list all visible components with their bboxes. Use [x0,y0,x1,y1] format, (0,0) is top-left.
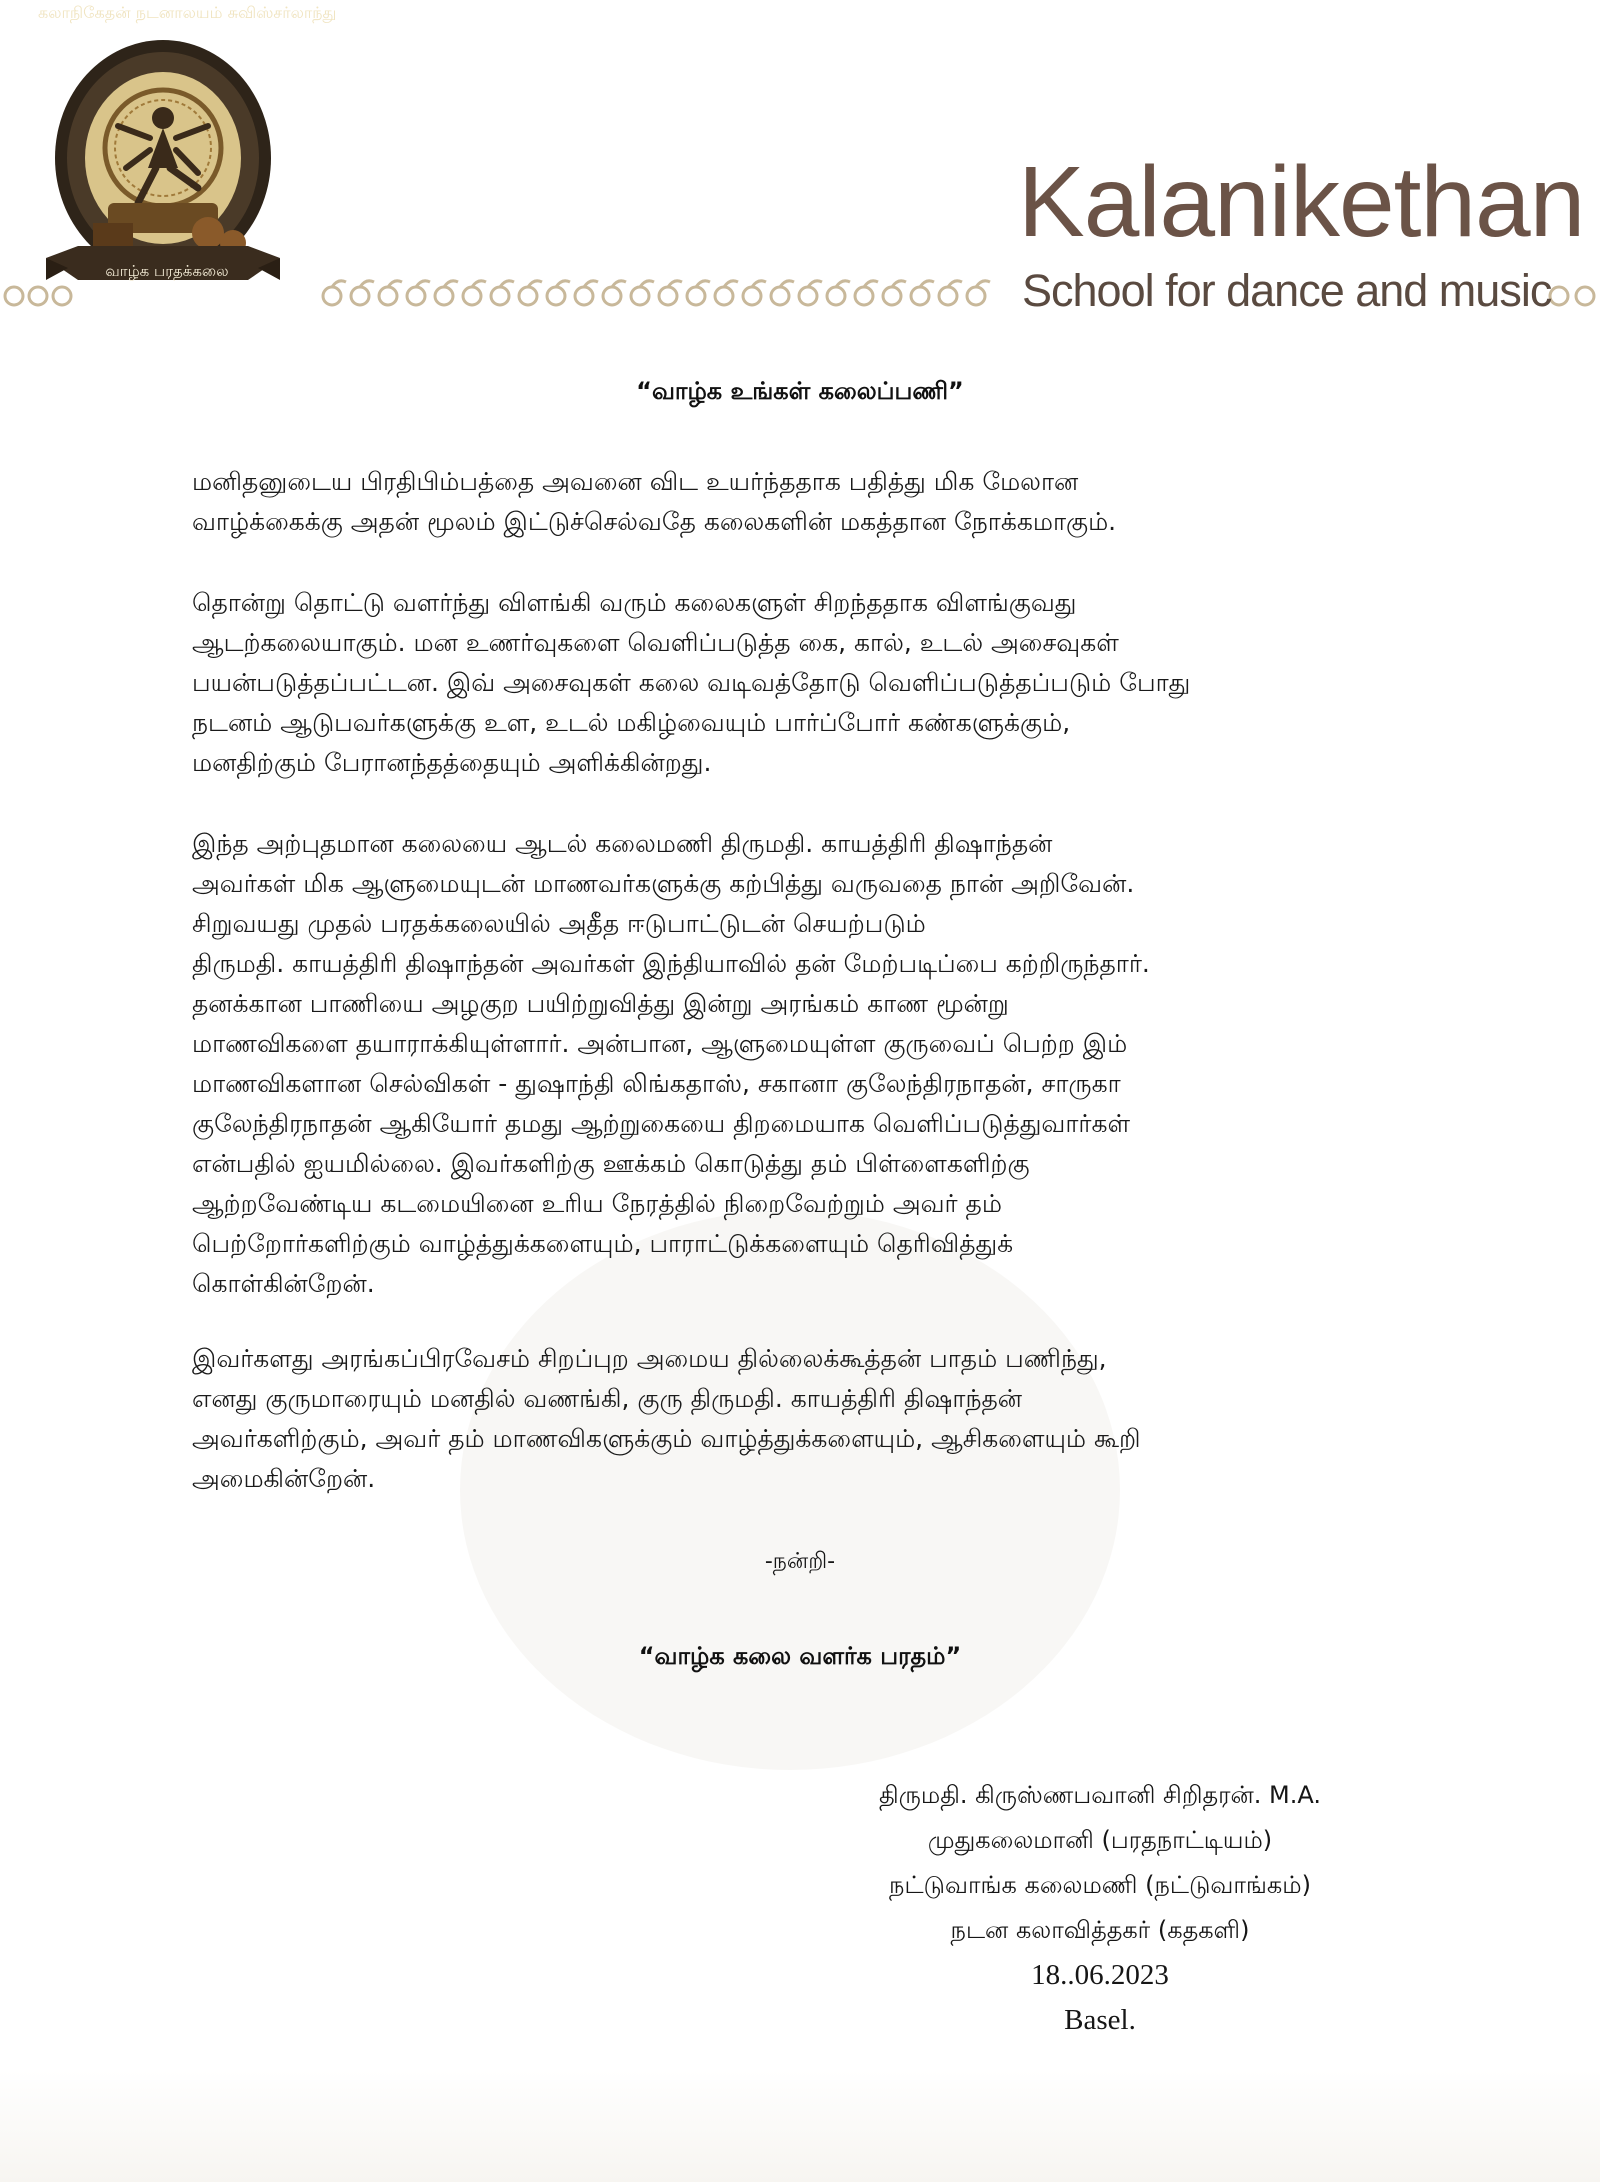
text-line: மாணவிகளான செல்விகள் - துஷாந்தி லிங்கதாஸ், சகானா குலேந்திரநாதன், சாருகா [192,1069,1121,1098]
ornament-middle [318,270,1008,314]
svg-text:கலாநிகேதன் நடனாலயம் சுவிஸ்சர்ல: கலாநிகேதன் நடனாலயம் சுவிஸ்சர்லாந்து [38,3,337,22]
text-line: தனக்கான பாணியை அழகுற பயிற்றுவித்து இன்று அரங்கம் காண மூன்று [192,989,1009,1018]
text-line: என்பதில் ஐயமில்லை. இவர்களிற்கு ஊக்கம் கொடுத்து தம் பிள்ளைகளிற்கு [192,1149,1030,1178]
ornament-right [1545,270,1600,314]
text-line: இவர்களது அரங்கப்பிரவேசம் சிறப்புற அமைய தில்லைக்கூத்தன் பாதம் பணிந்து, [192,1344,1107,1373]
paragraph-1 [192,462,1422,542]
paragraph-2 [192,583,1422,783]
text-line: திருமதி. காயத்திரி திஷாந்தன் அவர்கள் இந்தியாவில் தன் மேற்படிப்பை கற்றிருந்தார். [192,949,1150,978]
signature-block [790,1773,1410,2043]
text-line: எனது குருமாரையும் மனதில் வணங்கி, குரு திருமதி. காயத்திரி திஷாந்தன் [192,1384,1023,1413]
text-line: குலேந்திரநாதன் ஆகியோர் தமது ஆற்றுகையை திறமையாக வெளிப்படுத்துவார்கள் [192,1109,1131,1138]
signatory-name: திருமதி. கிருஸ்ணபவானி சிறிதரன். M.A. [878,1781,1322,1809]
text-line: வாழ்க்கைக்கு அதன் மூலம் இட்டுச்செல்வதே கலைகளின் மகத்தான நோக்கமாகும். [192,507,1117,536]
text-line: அமைகின்றேன். [192,1464,376,1493]
text-line: மனதிற்கும் பேரானந்தத்தையும் அளிக்கின்றது. [192,748,712,777]
text-line: தொன்று தொட்டு வளர்ந்து விளங்கி வரும் கலைகளுள் சிறந்ததாக விளங்குவது [192,588,1077,617]
letterhead [0,0,1600,330]
brand-tagline: School for dance and music [1022,265,1552,316]
text-line: கொள்கின்றேன். [192,1269,375,1298]
text-line: சிறுவயது முதல் பரதக்கலையில் அதீத ஈடுபாட்டுடன் செயற்படும் [192,909,926,938]
text-line: பெற்றோர்களிற்கும் வாழ்த்துக்களையும், பாராட்டுக்களையும் தெரிவித்துக் [192,1229,1014,1258]
signatory-title: நட்டுவாங்க கலைமணி (நட்டுவாங்கம்) [889,1871,1311,1899]
brand-name: Kalanikethan [1018,146,1585,258]
ornament-left [0,270,80,314]
page-bottom-shade [0,2070,1600,2182]
text-line: மாணவிகளை தயாராக்கியுள்ளார். அன்பான, ஆளுமையுள்ள குருவைப் பெற்ற இம் [192,1029,1128,1058]
letter-place: Basel. [1064,2004,1136,2036]
text-line: நடனம் ஆடுபவர்களுக்கு உள, உடல் மகிழ்வையும் பார்ப்போர் கண்களுக்கும், [192,708,1071,737]
closing-slogan: “வாழ்க கலை வளர்க பரதம்” [638,1642,962,1670]
paragraph-3 [192,824,1422,1304]
signatory-title: நடன கலாவித்தகர் (கதகளி) [950,1916,1250,1944]
text-line: அவர்களிற்கும், அவர் தம் மாணவிகளுக்கும் வாழ்த்துக்களையும், ஆசிகளையும் கூறி [192,1424,1141,1453]
text-line: ஆடற்கலையாகும். மன உணர்வுகளை வெளிப்படுத்த கை, கால், உடல் அசைவுகள் [192,628,1119,657]
text-line: ஆற்றவேண்டிய கடமையினை உரிய நேரத்தில் நிறைவேற்றும் அவர் தம் [192,1189,1002,1218]
letter-date: 18..06.2023 [1031,1959,1169,1991]
paragraph-4 [192,1339,1422,1499]
text-line: அவர்கள் மிக ஆளுமையுடன் மாணவர்களுக்கு கற்பித்து வருவதை நான் அறிவேன். [192,869,1135,898]
letter-title: “வாழ்க உங்கள் கலைப்பணி” [636,377,964,405]
text-line: பயன்படுத்தப்பட்டன. இவ் அசைவுகள் கலை வடிவத்தோடு வெளிப்படுத்தப்படும் போது [192,668,1191,697]
signatory-title: முதுகலைமானி (பரதநாட்டியம்) [927,1826,1273,1854]
text-line: இந்த அற்புதமான கலையை ஆடல் கலைமணி திருமதி. காயத்திரி திஷாந்தன் [192,829,1053,858]
logo-caption: வாழ்க பரதக்கலை [105,262,229,280]
thanks-text: -நன்றி- [764,1549,836,1574]
text-line: மனிதனுடைய பிரதிபிம்பத்தை அவனை விட உயர்ந்ததாக பதித்து மிக மேலான [192,467,1079,496]
